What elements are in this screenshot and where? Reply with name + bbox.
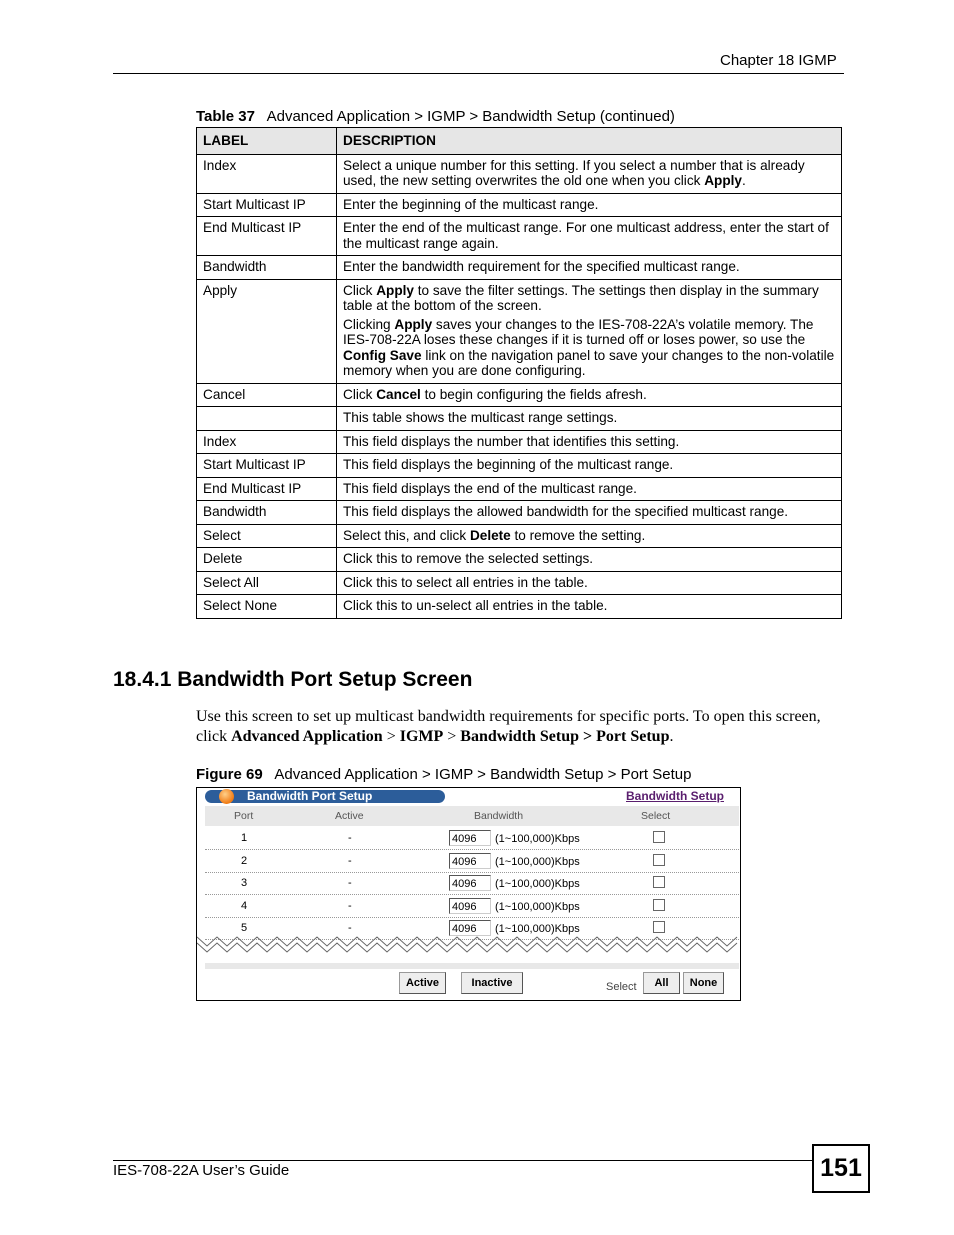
bandwidth-input[interactable]: 4096 [449,898,491,914]
row-description: Click this to remove the selected settings. [337,548,842,572]
active-status: - [348,877,352,889]
table-caption-text: Advanced Application > IGMP > Bandwidth Setup (continued) [266,108,675,125]
bandwidth-unit: (1~100,000)Kbps [495,833,580,845]
select-none-button[interactable]: None [683,972,724,994]
row-label: Bandwidth [197,256,337,280]
select-checkbox[interactable] [653,921,665,933]
bandwidth-input[interactable]: 4096 [449,830,491,846]
row-label [197,407,337,431]
port-number: 4 [241,899,248,912]
table-row [197,571,842,595]
section-body: Use this screen to set up multicast bandwidth requirements for specific ports. To open this screen, click Advanced Application > IGMP > Bandwidth Setup > Port Setup. [196,708,821,745]
active-status: - [348,899,352,912]
table-row [197,595,842,619]
bandwidth-setup-link[interactable]: Bandwidth Setup [626,789,724,803]
bandwidth-unit: (1~100,000)Kbps [495,855,580,868]
header-port: Port [234,810,254,822]
row-label: End Multicast IP [197,217,337,256]
table-row [197,383,842,407]
row-description: This field displays the number that identifies this setting. [337,430,842,454]
select-checkbox[interactable] [653,876,665,888]
footer-guide-title: IES-708-22A User’s Guide [113,1162,290,1179]
footer-rule [113,1160,812,1161]
table-row [197,477,842,501]
figure-caption-label: Figure 69 [196,766,263,783]
active-button[interactable]: Active [399,972,446,994]
active-status: - [348,832,352,844]
port-row [205,828,739,850]
row-description: Select a unique number for this setting. If you select a number that is already used, the new setting overwrites the old one when you click Apply. [337,154,842,193]
table-header-row [197,128,842,155]
figure-footer-bar [205,963,739,969]
bandwidth-input[interactable]: 4096 [449,875,491,891]
inactive-button[interactable]: Inactive [461,972,523,994]
bandwidth-unit: (1~100,000)Kbps [495,900,580,913]
row-label: Start Multicast IP [197,454,337,478]
row-description: Enter the bandwidth requirement for the specified multicast range. [337,256,842,280]
row-label: Index [197,430,337,454]
table-row [197,548,842,572]
port-row [205,851,739,873]
table-row [197,430,842,454]
port-row [205,896,739,918]
table-row [197,501,842,525]
header-rule [113,73,844,74]
row-label: Select [197,524,337,548]
orange-ball-icon [219,789,234,804]
section-title: 18.4.1 Bandwidth Port Setup Screen [113,668,473,691]
table-row [197,193,842,217]
col-label-header: LABEL [197,128,337,155]
table-row [197,524,842,548]
header-bandwidth: Bandwidth [474,810,524,822]
port-setup-screenshot [196,787,741,1001]
row-label: Bandwidth [197,501,337,525]
row-label: Index [197,154,337,193]
row-label: Apply [197,279,337,383]
table-row [197,454,842,478]
select-checkbox[interactable] [653,831,665,843]
row-description: Click this to select all entries in the table. [337,571,842,595]
row-description: Select this, and click Delete to remove the setting. [337,524,842,548]
table-row [197,256,842,280]
table-row [197,407,842,431]
table-caption [196,108,675,125]
select-all-button[interactable]: All [643,972,680,994]
row-description: Click this to un-select all entries in the table. [337,595,842,619]
figure-title: Bandwidth Port Setup [247,789,373,803]
select-label: Select [606,981,637,993]
figure-caption-text: Advanced Application > IGMP > Bandwidth Setup > Port Setup [274,766,692,783]
header-active: Active [335,810,364,822]
active-status: - [348,854,352,867]
select-checkbox[interactable] [653,854,665,866]
bandwidth-input[interactable]: 4096 [449,853,491,869]
row-label: Select All [197,571,337,595]
table-row [197,279,842,383]
row-description: Click Cancel to begin configuring the fields afresh. [337,383,842,407]
figure-caption [196,766,691,783]
header-select: Select [641,810,671,822]
port-number: 2 [241,854,248,867]
break-zigzag [197,934,740,962]
bandwidth-unit: (1~100,000)Kbps [495,878,580,890]
row-label: Delete [197,548,337,572]
row-label: Select None [197,595,337,619]
row-description: Click Apply to save the filter settings. The settings then display in the summary table at the bottom of the screen. Clicking Apply saves your changes to the IES-708-22A’s volatile memory. The IES-708-22A loses these changes if it is turned off or loses power, so use the Config Save link on the navigation panel to save your changes to the non-volatile memory when you are done configuring. [337,279,842,383]
port-row [205,873,739,895]
figure-table-header [205,806,739,826]
port-number: 3 [241,877,248,889]
select-checkbox[interactable] [653,899,665,911]
figure-title-bar [205,790,445,803]
chapter-header: Chapter 18 IGMP [720,52,837,69]
page-number: 151 [812,1144,870,1193]
row-description: This field displays the end of the multicast range. [337,477,842,501]
col-description-header: DESCRIPTION [337,128,842,155]
row-description: This field displays the allowed bandwidth for the specified multicast range. [337,501,842,525]
description-table [196,127,842,619]
row-description: Enter the beginning of the multicast range. [337,193,842,217]
row-label: Start Multicast IP [197,193,337,217]
row-label: End Multicast IP [197,477,337,501]
port-number: 1 [241,832,248,844]
bandwidth-input[interactable]: 4096 [449,920,491,936]
port-number: 5 [241,922,248,934]
active-status: - [348,922,352,934]
row-description: This field displays the beginning of the multicast range. [337,454,842,478]
table-body [197,154,842,618]
table-caption-label: Table 37 [196,108,255,125]
row-description: Enter the end of the multicast range. For one multicast address, enter the start of the multicast range again. [337,217,842,256]
table-row [197,154,842,193]
row-description: This table shows the multicast range settings. [337,407,842,431]
row-label: Cancel [197,383,337,407]
table-row [197,217,842,256]
bandwidth-unit: (1~100,000)Kbps [495,923,580,935]
